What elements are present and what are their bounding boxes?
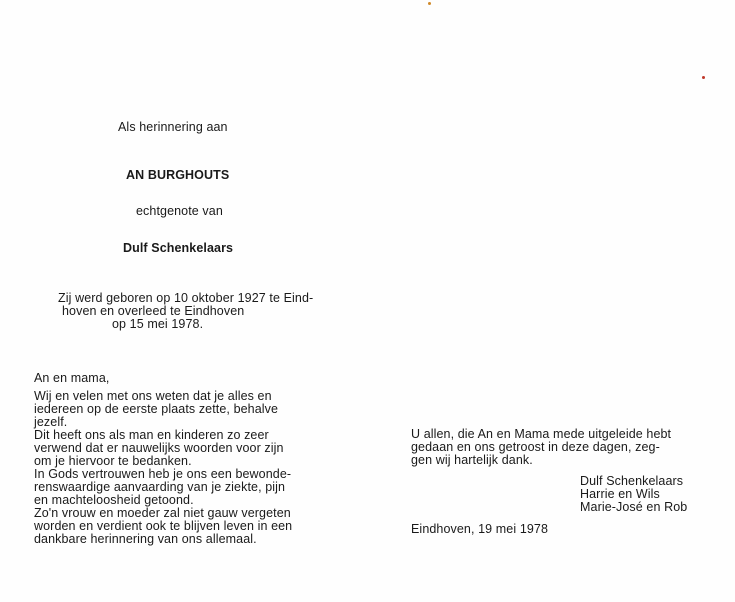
spouse-intro-text: echtgenote van: [136, 204, 223, 218]
intro-text: Als herinnering aan: [118, 120, 228, 134]
body-line: dankbare herinnering van ons allemaal.: [34, 532, 257, 546]
birth-line: op 15 mei 1978.: [112, 317, 204, 331]
body-line: In Gods vertrouwen heb je ons een bewonde-: [34, 467, 292, 481]
print-speck: [702, 76, 705, 79]
deceased-name: AN BURGHOUTS: [126, 168, 230, 182]
signatory: Dulf Schenkelaars: [580, 474, 684, 488]
body-line: om je hiervoor te bedanken.: [34, 454, 192, 468]
body-line: jezelf.: [34, 415, 68, 429]
body-line: en machteloosheid getoond.: [34, 493, 194, 507]
place-date: Eindhoven, 19 mei 1978: [411, 522, 549, 536]
body-line: Dit heeft ons als man en kinderen zo zeer: [34, 428, 269, 442]
body-line: iedereen op de eerste plaats zette, behalve: [34, 402, 279, 416]
body-line: verwend dat er nauwelijks woorden voor zijn: [34, 441, 284, 455]
body-line: Zo'n vrouw en moeder zal niet gauw vergeten: [34, 506, 291, 520]
salutation: An en mama,: [34, 371, 110, 385]
body-line: renswaardige aanvaarding van je ziekte, pijn: [34, 480, 286, 494]
print-speck: [428, 2, 431, 5]
signatory: Marie-José en Rob: [580, 500, 688, 514]
thanks-line: gen wij hartelijk dank.: [411, 453, 533, 467]
birth-line: Zij werd geboren op 10 oktober 1927 te Eind-: [58, 291, 314, 305]
body-line: Wij en velen met ons weten dat je alles en: [34, 389, 272, 403]
body-line: worden en verdient ook te blijven leven in een: [34, 519, 293, 533]
spouse-name: Dulf Schenkelaars: [123, 241, 234, 255]
birth-line: hoven en overleed te Eindhoven: [62, 304, 245, 318]
thanks-line: gedaan en ons getroost in deze dagen, zeg-: [411, 440, 660, 454]
signatory: Harrie en Wils: [580, 487, 660, 501]
thanks-line: U allen, die An en Mama mede uitgeleide hebt: [411, 427, 672, 441]
